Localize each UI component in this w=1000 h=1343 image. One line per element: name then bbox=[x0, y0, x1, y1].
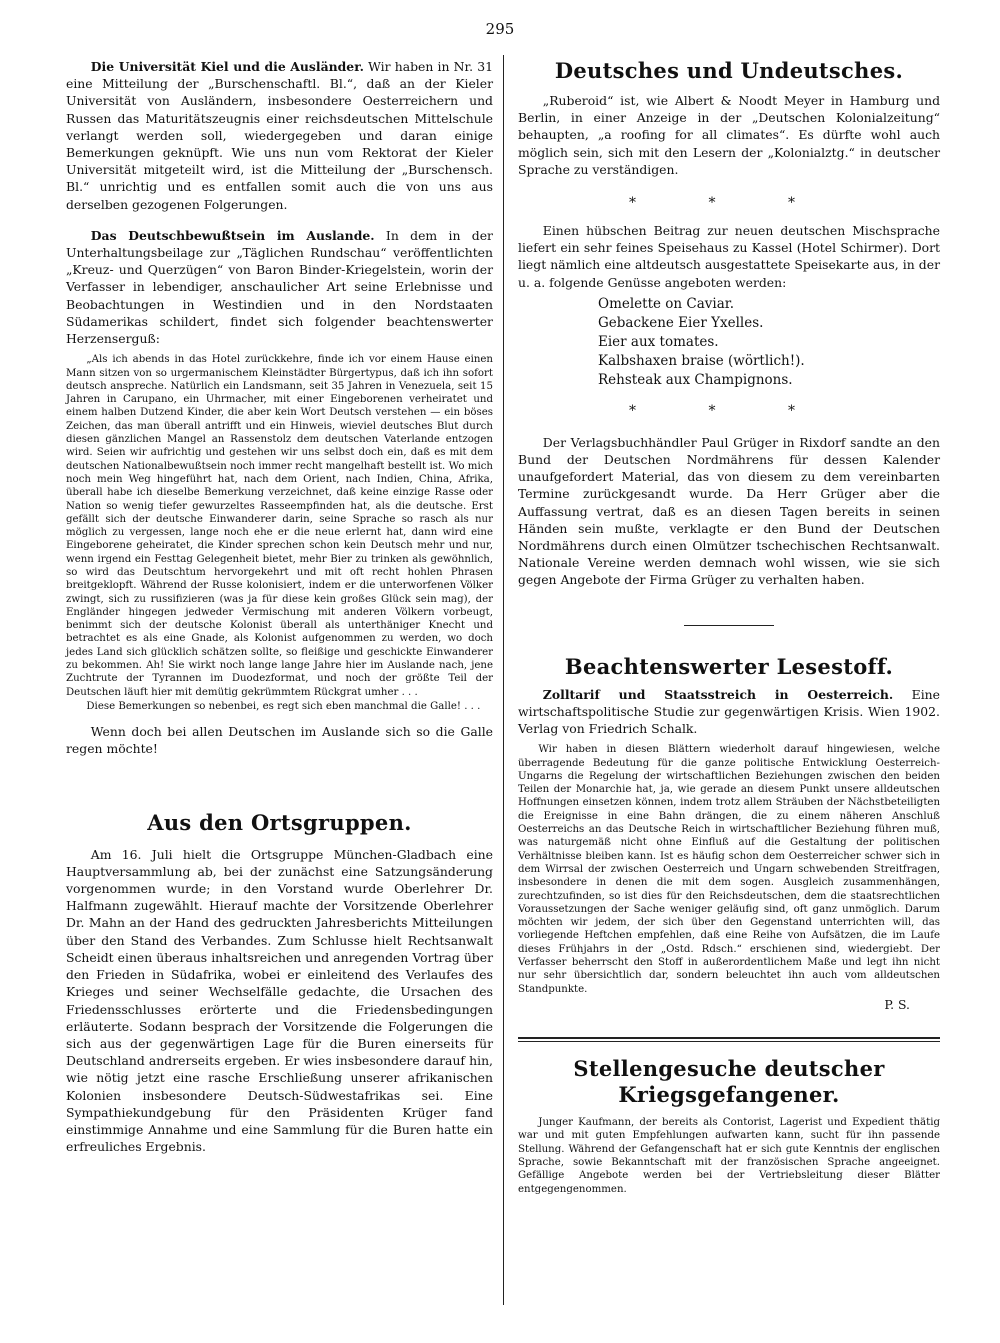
ortsgruppen-body: Am 16. Juli hielt die Ortsgruppe München-Gladbach eine Hauptversammlung ab, bei der zunächst eine Satzungsänderung vorgenommen wurde; in den Vorstand wurde Oberlehrer Dr. Halfmann zugewählt. Hierauf machte der Vorsitzende Oberlehrer Dr. Mahn an der Hand des gedruckten Jahresberichts Mitteilungen über den Stand des Verbandes. Zum Schlusse hielt Rechtsanwalt Scheidt einen überaus inhaltsreichen und anregenden Vortrag über den Frieden in Südafrika, wobei er einleitend des Verlaufes des Krieges und seiner Wechselfälle gedachte, die Ursachen des Friedensschlusses erörterte und die Friedensbedingungen erläuterte. Sodann besprach der Vorsitzende die Folgerungen die sich aus der gegenwärtigen Lage für die Buren einerseits für Deutschland andrerseits ergeben. Er wies insbesondere darauf hin, wie nötig jetzt eine rasche Erschließung unserer afrikanischen Kolonien insbesondere Deutsch-Südwestafrikas sei. Eine Sympathiekundgebung für den Präsidenten Krüger fand einstimmige Annahme und eine Sammlung für die Buren hatte ein erfreuliches Ergebnis. bbox=[66, 846, 493, 1155]
right-column bbox=[518, 58, 940, 1196]
book-details: Eine wirtschaftspolitische Studie zur gegenwärtigen Krisis. Wien 1902. Verlag von Friedrich Schalk. bbox=[518, 686, 940, 737]
lesestoff-heading: Beachtenswerter Lesestoff. bbox=[564, 653, 894, 679]
article-kiel bbox=[66, 58, 493, 213]
grueger-article: Der Verlagsbuchhändler Paul Grüger in Rixdorf sandte an den Bund der Deutschen Nordmährens für dessen Kalender unaufgefordert Material, das von diesem zu dem vereinbarten Termine zurückgesandt wurde. Da Herr Grüger aber die Auffassung vertrat, daß es an diesen Tagen bereits in seinen Händen sein mußte, verklagte er den Bund der Deutschen Nordmährens durch einen Olmützer tschechischen Rechtsanwalt. Nationale Vereine werden demnach wohl wissen, wie sie sich gegen Angebote der Firma Grüger zu verhalten haben. bbox=[518, 434, 940, 588]
section-rule bbox=[684, 625, 774, 626]
separator-stars: * * * bbox=[629, 195, 829, 212]
section-double-rule bbox=[518, 1037, 940, 1042]
menu-item: Rehsteak aux Champignons. bbox=[598, 371, 793, 388]
menu-item: Omelette on Caviar. bbox=[598, 295, 735, 312]
separator-stars: * * * bbox=[629, 402, 829, 419]
stellengesuche-body: Junger Kaufmann, der bereits als Contorist, Lagerist und Expedient thätig war und mit guten Empfehlungen aufwarten kann, sucht für ihn passende Stellung. Während der Gefangenschaft hat er sich gute Kenntnis der englischen Sprache, sowie Bekanntschaft mit der französischen Sprache angeeignet. Gefällige Angebote werden bei der Vertriebsleitung dieser Blätter entgegengenommen. bbox=[518, 1117, 940, 1195]
kiel-runin: Die Universität Kiel und die Ausländer. bbox=[90, 59, 364, 74]
review-signature: P. S. bbox=[884, 996, 910, 1012]
article-ausland bbox=[66, 227, 493, 347]
kiel-body: Wir haben in Nr. 31 eine Mitteilung der „Burschenschaftl. Bl.“, daß an der Kieler Universität von Ausländern, insbesondere Oesterreichern und Russen das Maturitätszeugnis einer reichsdeutschen Mittelschule verlangt werden soll, wiedergegeben und daran einige Bemerkungen geknüpft. Wie uns nun vom Rektorat der Kieler Universität mitgeteilt wird, ist die Mitteilung der „Burschensch. Bl.“ unrichtig und es entfallen somit auch die von uns aus derselben gezogenen Folgerungen. bbox=[66, 59, 493, 212]
column-divider bbox=[503, 55, 504, 1305]
page-number: 295 bbox=[485, 20, 515, 38]
ausland-closing: Wenn doch bei allen Deutschen im Auslande sich so die Galle regen möchte! bbox=[66, 724, 493, 757]
deutsches-heading: Deutsches und Undeutsches. bbox=[554, 58, 904, 83]
menu-item: Kalbshaxen braise (wörtlich!). bbox=[598, 352, 805, 369]
menu-item: Eier aux tomates. bbox=[598, 333, 719, 350]
menu-list bbox=[598, 295, 940, 390]
ausland-quote: „Als ich abends in das Hotel zurückkehre, finde ich vor einem Hause einen Mann sitzen von so urgermanischem Kleinstädter Bürgertypus, daß ich ihn sofort deutsch anspreche. Natürlich ein Landsmann, seit 35 Jahren in Venezuela, seit 15 Jahren in Carupano, ein Uhrmacher, mit einer Eingeborenen verheiratet und einem halben Dutzend Kinder, die aber kein Wort Deutsch verstehen — ein böses Zeichen, das man überall antrifft und ein Hinweis, wieviel deutsches Blut durch diesen gänzlichen Mangel an Rassenstolz dem deutschen Vaterlande entzogen wird. Seien wir aufrichtig und gestehen wir uns selbst doch ein, daß es mit dem deutschen Nationalbewußtsein noch immer recht mangelhaft bestellt ist. Wo mich noch mein Weg hingeführt hat, nach dem Orient, nach Indien, China, Afrika, überall habe ich dieselbe Bemerkung verzeichnet, daß keine einzige Rasse oder Nation so wenig tiefer gewurzeltes Rasseempfinden hat, als die deutsche. Erst gefällt sich der deutsche Einwanderer darin, seine Sprache so rasch als nur möglich zu vergessen, lange noch ehe er die neue erlernt hat, dann wird eine Eingeborene geheiratet, die Kinder sprechen schon kein Deutsch mehr und nur, wenn irgend ein Festtag Gelegenheit bietet, mehr Bier zu trinken als gewöhnlich, so wird das Deutschtum hervorgekehrt und mit oft recht hohlen Phrasen breitgeklopft. Während der Russe kolonisiert, indem er die unterworfenen Völker zwingt, sich zu russifizieren (was ja für diese kein großes Glück sein mag), der Engländer hingegen jedweder Vermischung mit anderen Völkern vorbeugt, benimmt sich der deutsche Kolonist überall als unterthäniger Knecht und betrachtet es als eine Gnade, als Kolonist aufgenommen zu werden, wo doch jedes Land sich glücklich schätzen sollte, so fleißige und geschickte Einwanderer zu bekommen. Ah! Sie wirkt noch lange lange Jahre hier im Auslande nach, jene Zuchtrute der Tyrannen im Duodezformat, und noch der größte Teil der Deutschen läuft hier mit demütig gekrümmtem Rückgrat umher . . . bbox=[66, 354, 493, 698]
book-citation bbox=[518, 686, 940, 738]
mischsprache-article: Einen hübschen Beitrag zur neuen deutschen Mischsprache liefert ein sehr feines Speisehaus zu Kassel (Hotel Schirmer). Dort liegt nämlich eine altdeutsch ausgestattete Speisekarte aus, in der u. a. folgende Genüsse angeboten werden: bbox=[518, 223, 940, 290]
menu-item: Gebackene Eier Yxelles. bbox=[598, 314, 764, 331]
book-title: Zolltarif und Staatsstreich in Oesterreich. bbox=[542, 686, 894, 702]
ausland-body: In dem in der Unterhaltungsbeilage zur „Täglichen Rundschau“ veröffentlichten „Kreuz- und Querzügen“ von Baron Binder-Kriegelstein, worin der Verfasser in lebendiger, anschaulicher Art seine Erlebnisse und Beobachtungen in Westindien und in den Nordstaaten Südamerikas schildert, findet sich folgender beachtenswerter Herzenserguß: bbox=[66, 227, 493, 347]
left-column bbox=[66, 58, 493, 1155]
ruberoid-article: „Ruberoid“ ist, wie Albert & Noodt Meyer in Hamburg und Berlin, in einer Anzeige in der „Deutschen Kolonialzeitung“ behaupten, „a roofing for all climates“. Es dürfte wohl auch möglich sein, sich mit den Lesern der „Kolonialztg.“ in deutscher Sprache zu verständigen. bbox=[518, 93, 940, 177]
ausland-remark: Diese Bemerkungen so nebenbei, es regt sich eben manchmal die Galle! . . . bbox=[86, 700, 481, 712]
book-review: Wir haben in diesen Blättern wiederholt darauf hingewiesen, welche überragende Bedeutung für die ganze politische Entwicklung Oesterreich-Ungarns die Regelung der wirtschaftlichen Beziehungen zwischen den beiden Teilen der Monarchie hat, ja, wie gerade an diesem Punkt unsere alldeutschen Hoffnungen einsetzen können, indem trotz allem Sträuben der Nächstbeteiligten die Ereignisse in eine Bahn drängen, die zu einem näheren Anschluß Oesterreichs an das Deutsche Reich in wirtschaftlicher Beziehung führen muß, was naturgemäß nicht ohne Einfluß auf die Gestaltung der politischen Verhältnisse bleiben kann. Ist es häufig schon dem Oesterreicher schwer sich in dem Wirrsal der zwischen Oesterreich und Ungarn schwebenden Streitfragen, insbesondere in denen die mit dem sogen. Ausgleich zusammenhängen, zurechtzufinden, so ist dies für den Reichsdeutschen, dem die staatsrechtlichen Voraussetzungen der Sache weniger geläufig sind, oft ganz unmöglich. Darum möchten wir jedem, der sich über den Gegenstand unterrichten will, das vorliegende Heftchen empfehlen, daß eine Reihe von Aufsätzen, die im Laufe dieses Frühjahrs in der „Ostd. Rdsch.“ erschienen sind, wiedergiebt. Der Verfasser beherrscht den Stoff in außerordentlichem Maße und legt ihn nicht nur sehr übersichtlich dar, sondern beleuchtet ihn auch vom alldeutschen Standpunkte. bbox=[518, 744, 940, 995]
ausland-runin: Das Deutschbewußtsein im Auslande. bbox=[90, 227, 375, 243]
stellengesuche-heading: Stellengesuche deutscher Kriegsgefangener. bbox=[573, 1056, 885, 1108]
ortsgruppen-heading: Aus den Ortsgruppen. bbox=[147, 809, 412, 835]
